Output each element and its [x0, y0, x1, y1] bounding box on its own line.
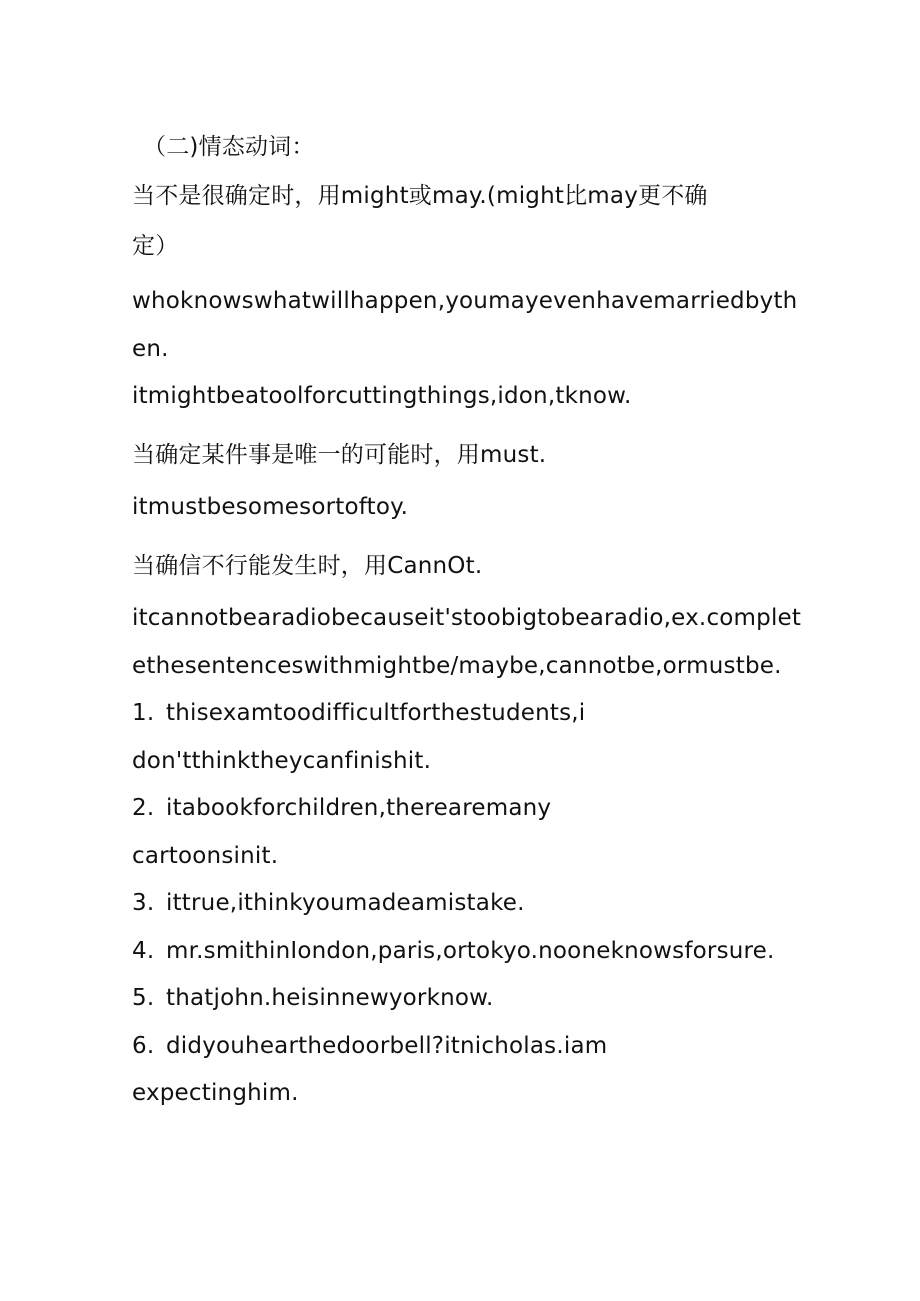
exercise-number: 3. — [132, 890, 155, 916]
exercise-item — [132, 983, 494, 1013]
intro-rule-line-1: 当不是很确定时，用might或may.(might比may更不确 — [132, 183, 708, 209]
exercise-item — [132, 936, 775, 966]
must-example: itmustbesomesortoftoy. — [132, 494, 409, 520]
exercise-number: 2. — [132, 795, 155, 821]
exercise-text: thisexamtoodifficultforthestudents,i — [166, 700, 586, 726]
section-heading: （二)情态动词： — [143, 134, 315, 160]
exercise-text: itabookforchildren,therearemany — [166, 795, 552, 821]
exercise-text: ittrue,ithinkyoumadeamistake. — [166, 890, 525, 916]
exercise-item — [132, 698, 585, 728]
example-sentence-1-part-b: en. — [132, 336, 169, 362]
cannot-rule: 当确信不行能发生时，用CannOt. — [132, 553, 483, 579]
cannot-example-part-b: ethesentenceswithmightbe/maybe,cannotbe,ormustbe. — [132, 653, 782, 679]
intro-rule-line-2: 定） — [132, 233, 179, 259]
exercise-item — [132, 1031, 607, 1061]
exercise-number: 1. — [132, 700, 155, 726]
example-sentence-1-part-a: whoknowswhatwillhappen,youmayevenhavemarriedbyth — [132, 288, 798, 314]
exercise-item — [132, 888, 525, 918]
exercise-number: 6. — [132, 1033, 155, 1059]
exercise-continuation: cartoonsinit. — [132, 843, 279, 869]
exercise-text: didyouhearthedoorbell?itnicholas.iam — [166, 1033, 608, 1059]
exercise-number: 5. — [132, 985, 155, 1011]
must-rule: 当确定某件事是唯一的可能时，用must. — [132, 442, 547, 468]
exercise-continuation: don'tthinktheycanfinishit. — [132, 748, 432, 774]
exercise-continuation: expectinghim. — [132, 1080, 299, 1106]
exercise-text: mr.smithinIondon,paris,ortokyo.nooneknowsforsure. — [166, 938, 775, 964]
exercise-text: thatjohn.heisinnewyorknow. — [166, 985, 494, 1011]
example-sentence-2: itmightbeatoolforcuttingthings,idon,tknow. — [132, 383, 632, 409]
cannot-example-part-a: itcannotbearadiobecauseit'stoobigtobearadio,ex.complet — [132, 605, 802, 631]
exercise-number: 4. — [132, 938, 155, 964]
exercise-item — [132, 793, 551, 823]
